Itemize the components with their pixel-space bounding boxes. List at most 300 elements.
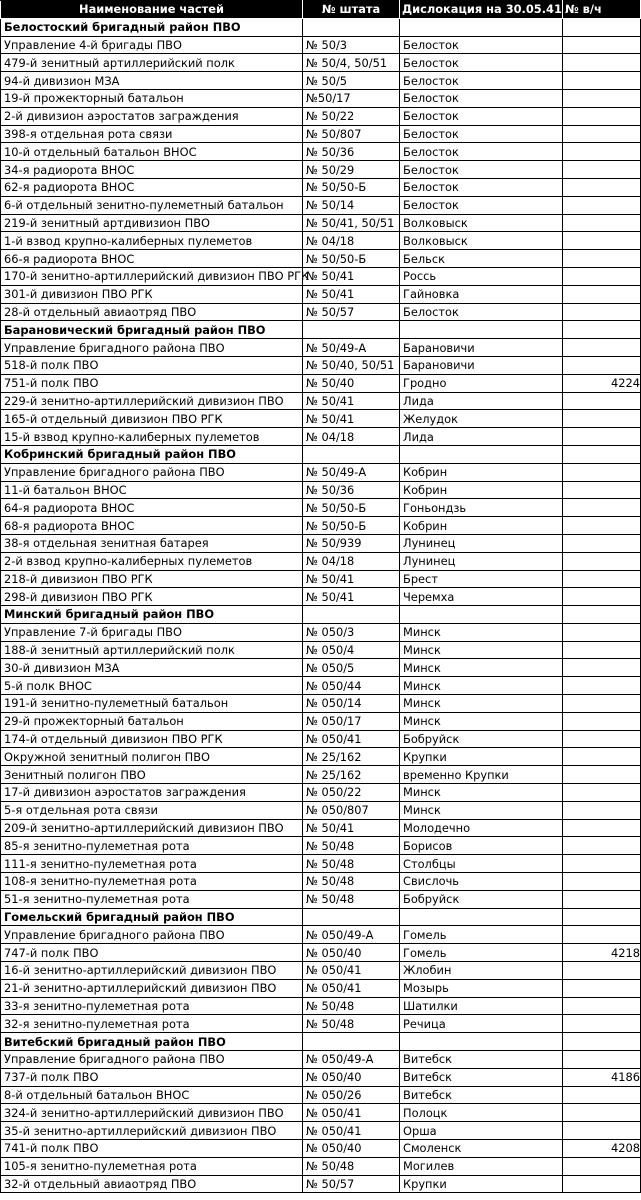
- cell-unit-name: 2-й дивизион аэростатов заграждения: [1, 107, 303, 125]
- cell-unit-number: [563, 695, 641, 713]
- cell-unit-number: [563, 588, 641, 606]
- cell-unit-name: 62-я радиорота ВНОС: [1, 178, 303, 196]
- cell-location: Белосток: [400, 196, 563, 214]
- table-row: [1, 410, 641, 428]
- group-empty-cell: [303, 445, 400, 463]
- table-row: [1, 1122, 641, 1140]
- table-row: [1, 534, 641, 552]
- cell-shtat-number: №50/17: [303, 89, 400, 107]
- cell-unit-name: 218-й дивизион ПВО РГК: [1, 570, 303, 588]
- cell-shtat-number: № 50/41: [303, 267, 400, 285]
- group-empty-cell: [400, 908, 563, 926]
- cell-location: Бобруйск: [400, 890, 563, 908]
- table-row: [1, 303, 641, 321]
- cell-location: Белосток: [400, 178, 563, 196]
- table-row: [1, 392, 641, 410]
- cell-unit-number: [563, 784, 641, 802]
- table-row: [1, 36, 641, 54]
- cell-unit-number: [563, 677, 641, 695]
- group-empty-cell: [303, 321, 400, 339]
- table-row: [1, 143, 641, 161]
- group-row: [1, 1033, 641, 1051]
- table-row: [1, 712, 641, 730]
- cell-unit-number: [563, 837, 641, 855]
- cell-unit-name: 10-й отдельный батальон ВНОС: [1, 143, 303, 161]
- cell-shtat-number: № 050/41: [303, 979, 400, 997]
- cell-unit-number: [563, 196, 641, 214]
- cell-location: Лида: [400, 392, 563, 410]
- cell-location: Белосток: [400, 36, 563, 54]
- cell-location: Могилев: [400, 1157, 563, 1175]
- cell-shtat-number: № 050/41: [303, 730, 400, 748]
- table-row: [1, 588, 641, 606]
- cell-shtat-number: № 50/48: [303, 997, 400, 1015]
- table-row: [1, 570, 641, 588]
- cell-location: Гайновка: [400, 285, 563, 303]
- cell-unit-number: [563, 890, 641, 908]
- table-row: [1, 374, 641, 392]
- table-row: [1, 695, 641, 713]
- cell-unit-name: 30-й дивизион МЗА: [1, 659, 303, 677]
- group-row: [1, 321, 641, 339]
- cell-shtat-number: № 050/41: [303, 962, 400, 980]
- group-row: [1, 445, 641, 463]
- cell-unit-name: Управление бригадного района ПВО: [1, 339, 303, 357]
- cell-location: Речица: [400, 1015, 563, 1033]
- group-empty-cell: [303, 606, 400, 624]
- header-location: Дислокация на 30.05.41: [400, 1, 563, 19]
- table-row: [1, 659, 641, 677]
- cell-unit-name: 94-й дивизион МЗА: [1, 72, 303, 90]
- cell-shtat-number: № 50/57: [303, 1175, 400, 1193]
- cell-location: Смоленск: [400, 1140, 563, 1158]
- cell-unit-name: 108-я зенитно-пулеметная рота: [1, 873, 303, 891]
- cell-unit-name: 209-й зенитно-артиллерийский дивизион ПВО: [1, 819, 303, 837]
- cell-unit-number: [563, 997, 641, 1015]
- cell-shtat-number: № 50/14: [303, 196, 400, 214]
- cell-unit-number: [563, 659, 641, 677]
- cell-location: Минск: [400, 695, 563, 713]
- cell-location: Витебск: [400, 1051, 563, 1069]
- cell-unit-number: [563, 570, 641, 588]
- cell-unit-number: [563, 517, 641, 535]
- header-unit-number: № в/ч: [563, 1, 641, 19]
- cell-location: Желудок: [400, 410, 563, 428]
- cell-location: Кобрин: [400, 481, 563, 499]
- table-row: [1, 1051, 641, 1069]
- cell-unit-number: [563, 1122, 641, 1140]
- table-row: [1, 1086, 641, 1104]
- table-row: [1, 463, 641, 481]
- group-empty-cell: [563, 908, 641, 926]
- cell-unit-number: [563, 463, 641, 481]
- cell-unit-name: 34-я радиорота ВНОС: [1, 161, 303, 179]
- cell-location: Молодечно: [400, 819, 563, 837]
- cell-unit-number: [563, 250, 641, 268]
- group-empty-cell: [303, 908, 400, 926]
- cell-unit-number: [563, 410, 641, 428]
- cell-location: Гродно: [400, 374, 563, 392]
- cell-unit-name: Управление бригадного района ПВО: [1, 1051, 303, 1069]
- cell-shtat-number: № 050/49-А: [303, 1051, 400, 1069]
- cell-shtat-number: № 50/4, 50/51: [303, 54, 400, 72]
- cell-unit-name: 11-й батальон ВНОС: [1, 481, 303, 499]
- cell-location: Белосток: [400, 54, 563, 72]
- cell-unit-number: [563, 552, 641, 570]
- table-row: [1, 623, 641, 641]
- table-row: [1, 196, 641, 214]
- group-title: Барановический бригадный район ПВО: [1, 321, 303, 339]
- cell-unit-number: [563, 1051, 641, 1069]
- cell-location: Гоньондзь: [400, 499, 563, 517]
- cell-unit-name: 751-й полк ПВО: [1, 374, 303, 392]
- cell-shtat-number: № 050/4: [303, 641, 400, 659]
- cell-unit-number: [563, 730, 641, 748]
- cell-location: Минск: [400, 784, 563, 802]
- cell-location: Белосток: [400, 107, 563, 125]
- cell-location: Гомель: [400, 926, 563, 944]
- cell-unit-name: 324-й зенитно-артиллерийский дивизион ПВО: [1, 1104, 303, 1122]
- cell-unit-name: 33-я зенитно-пулеметная рота: [1, 997, 303, 1015]
- cell-shtat-number: № 050/5: [303, 659, 400, 677]
- cell-unit-number: [563, 1086, 641, 1104]
- cell-unit-name: 6-й отдельный зенитно-пулеметный батальон: [1, 196, 303, 214]
- cell-location: Барановичи: [400, 356, 563, 374]
- table-row: [1, 232, 641, 250]
- cell-location: Полоцк: [400, 1104, 563, 1122]
- table-row: [1, 54, 641, 72]
- cell-unit-name: 170-й зенитно-артиллерийский дивизион ПВО РГК: [1, 267, 303, 285]
- table-row: [1, 499, 641, 517]
- cell-unit-number: 4224: [563, 374, 641, 392]
- table-row: [1, 855, 641, 873]
- cell-shtat-number: № 050/3: [303, 623, 400, 641]
- table-row: [1, 517, 641, 535]
- cell-shtat-number: № 50/5: [303, 72, 400, 90]
- group-empty-cell: [303, 18, 400, 36]
- header-name: Наименование частей: [1, 1, 303, 19]
- table-row: [1, 1104, 641, 1122]
- cell-shtat-number: № 050/40: [303, 944, 400, 962]
- cell-shtat-number: № 50/939: [303, 534, 400, 552]
- cell-location: Волковыск: [400, 232, 563, 250]
- cell-location: Белосток: [400, 125, 563, 143]
- cell-shtat-number: № 50/40, 50/51: [303, 356, 400, 374]
- group-empty-cell: [563, 321, 641, 339]
- cell-location: Борисов: [400, 837, 563, 855]
- table-row: [1, 962, 641, 980]
- cell-shtat-number: № 50/41: [303, 819, 400, 837]
- cell-unit-name: 2-й взвод крупно-калиберных пулеметов: [1, 552, 303, 570]
- cell-unit-name: 229-й зенитно-артиллерийский дивизион ПВО: [1, 392, 303, 410]
- cell-unit-name: 8-й отдельный батальон ВНОС: [1, 1086, 303, 1104]
- group-empty-cell: [400, 18, 563, 36]
- cell-location: Крупки: [400, 748, 563, 766]
- table-row: [1, 125, 641, 143]
- cell-unit-number: [563, 962, 641, 980]
- header-shtat: № штата: [303, 1, 400, 19]
- cell-unit-number: [563, 36, 641, 54]
- cell-shtat-number: № 050/17: [303, 712, 400, 730]
- table-row: [1, 730, 641, 748]
- cell-unit-name: 105-я зенитно-пулеметная рота: [1, 1157, 303, 1175]
- cell-unit-number: [563, 72, 641, 90]
- cell-location: Минск: [400, 712, 563, 730]
- cell-unit-number: [563, 214, 641, 232]
- cell-unit-name: 51-я зенитно-пулеметная рота: [1, 890, 303, 908]
- cell-unit-number: 4186: [563, 1068, 641, 1086]
- cell-unit-name: 174-й отдельный дивизион ПВО РГК: [1, 730, 303, 748]
- cell-unit-name: 111-я зенитно-пулеметная рота: [1, 855, 303, 873]
- cell-unit-number: [563, 1157, 641, 1175]
- cell-shtat-number: № 50/48: [303, 837, 400, 855]
- cell-location: Минск: [400, 659, 563, 677]
- cell-unit-name: 85-я зенитно-пулеметная рота: [1, 837, 303, 855]
- cell-unit-number: [563, 1015, 641, 1033]
- group-title: Витебский бригадный район ПВО: [1, 1033, 303, 1051]
- cell-unit-number: [563, 232, 641, 250]
- cell-unit-number: [563, 107, 641, 125]
- cell-shtat-number: № 050/40: [303, 1140, 400, 1158]
- cell-unit-number: [563, 1175, 641, 1193]
- table-row: [1, 926, 641, 944]
- cell-location: Лунинец: [400, 534, 563, 552]
- cell-unit-name: 29-й прожекторный батальон: [1, 712, 303, 730]
- cell-unit-name: 28-й отдельный авиаотряд ПВО: [1, 303, 303, 321]
- table-row: [1, 748, 641, 766]
- cell-location: Кобрин: [400, 517, 563, 535]
- cell-location: Минск: [400, 677, 563, 695]
- cell-shtat-number: № 25/162: [303, 748, 400, 766]
- table-row: [1, 178, 641, 196]
- cell-shtat-number: № 50/22: [303, 107, 400, 125]
- cell-location: Барановичи: [400, 339, 563, 357]
- cell-unit-number: [563, 143, 641, 161]
- cell-shtat-number: № 050/40: [303, 1068, 400, 1086]
- cell-unit-name: 737-й полк ПВО: [1, 1068, 303, 1086]
- cell-shtat-number: № 50/48: [303, 1015, 400, 1033]
- cell-shtat-number: № 50/36: [303, 143, 400, 161]
- cell-location: Россь: [400, 267, 563, 285]
- cell-location: Мозырь: [400, 979, 563, 997]
- cell-shtat-number: № 50/48: [303, 1157, 400, 1175]
- cell-unit-number: [563, 641, 641, 659]
- cell-location: Белосток: [400, 161, 563, 179]
- cell-shtat-number: № 50/50-Б: [303, 499, 400, 517]
- cell-unit-number: [563, 125, 641, 143]
- cell-location: Витебск: [400, 1068, 563, 1086]
- cell-unit-number: [563, 766, 641, 784]
- cell-unit-name: 21-й зенитно-артиллерийский дивизион ПВО: [1, 979, 303, 997]
- table-row: [1, 873, 641, 891]
- table-row: [1, 837, 641, 855]
- cell-unit-name: 747-й полк ПВО: [1, 944, 303, 962]
- cell-shtat-number: № 04/18: [303, 428, 400, 446]
- cell-unit-number: [563, 428, 641, 446]
- table-row: [1, 801, 641, 819]
- cell-unit-name: 188-й зенитный артиллерийский полк: [1, 641, 303, 659]
- cell-shtat-number: № 050/26: [303, 1086, 400, 1104]
- cell-unit-name: 38-я отдельная зенитная батарея: [1, 534, 303, 552]
- table-row: [1, 677, 641, 695]
- cell-unit-name: Зенитный полигон ПВО: [1, 766, 303, 784]
- group-empty-cell: [400, 606, 563, 624]
- cell-location: Белосток: [400, 143, 563, 161]
- cell-unit-name: 741-й полк ПВО: [1, 1140, 303, 1158]
- table-row: [1, 1068, 641, 1086]
- table-row: [1, 997, 641, 1015]
- cell-unit-name: Управление 7-й бригады ПВО: [1, 623, 303, 641]
- table-row: [1, 766, 641, 784]
- cell-shtat-number: № 50/48: [303, 890, 400, 908]
- cell-shtat-number: № 050/49-А: [303, 926, 400, 944]
- table-row: [1, 107, 641, 125]
- cell-unit-name: 66-я радиорота ВНОС: [1, 250, 303, 268]
- cell-unit-number: [563, 499, 641, 517]
- table-row: [1, 641, 641, 659]
- cell-unit-number: 4208: [563, 1140, 641, 1158]
- table-row: [1, 1015, 641, 1033]
- cell-location: Бельск: [400, 250, 563, 268]
- cell-shtat-number: № 50/50-Б: [303, 250, 400, 268]
- group-empty-cell: [400, 321, 563, 339]
- cell-location: Белосток: [400, 303, 563, 321]
- cell-shtat-number: № 50/41: [303, 570, 400, 588]
- cell-unit-number: [563, 712, 641, 730]
- cell-unit-name: Управление 4-й бригады ПВО: [1, 36, 303, 54]
- group-empty-cell: [400, 1033, 563, 1051]
- table-row: [1, 979, 641, 997]
- header-row: [1, 1, 641, 19]
- group-title: Гомельский бригадный район ПВО: [1, 908, 303, 926]
- cell-shtat-number: № 25/162: [303, 766, 400, 784]
- cell-shtat-number: № 50/41: [303, 392, 400, 410]
- cell-unit-name: 64-я радиорота ВНОС: [1, 499, 303, 517]
- cell-location: Гомель: [400, 944, 563, 962]
- cell-unit-name: 518-й полк ПВО: [1, 356, 303, 374]
- cell-unit-number: [563, 819, 641, 837]
- group-title: Кобринский бригадный район ПВО: [1, 445, 303, 463]
- group-row: [1, 908, 641, 926]
- group-row: [1, 18, 641, 36]
- cell-location: Волковыск: [400, 214, 563, 232]
- table-row: [1, 89, 641, 107]
- cell-unit-number: [563, 855, 641, 873]
- cell-unit-number: [563, 926, 641, 944]
- cell-unit-name: 32-й отдельный авиаотряд ПВО: [1, 1175, 303, 1193]
- table-row: [1, 161, 641, 179]
- cell-unit-name: 5-я отдельная рота связи: [1, 801, 303, 819]
- cell-location: Шатилки: [400, 997, 563, 1015]
- group-title: Белостоский бригадный район ПВО: [1, 18, 303, 36]
- cell-unit-name: 35-й зенитно-артиллерийский дивизион ПВО: [1, 1122, 303, 1140]
- cell-unit-number: [563, 623, 641, 641]
- cell-location: Минск: [400, 641, 563, 659]
- cell-location: Минск: [400, 623, 563, 641]
- table-row: [1, 339, 641, 357]
- cell-shtat-number: № 50/50-Б: [303, 178, 400, 196]
- table-row: [1, 1140, 641, 1158]
- group-empty-cell: [563, 606, 641, 624]
- group-empty-cell: [400, 445, 563, 463]
- cell-unit-number: [563, 54, 641, 72]
- cell-unit-number: [563, 178, 641, 196]
- table-row: [1, 285, 641, 303]
- cell-unit-number: [563, 748, 641, 766]
- cell-location: Брест: [400, 570, 563, 588]
- cell-unit-name: 19-й прожекторный батальон: [1, 89, 303, 107]
- table-body: [1, 18, 641, 1193]
- table-row: [1, 250, 641, 268]
- cell-unit-number: [563, 1104, 641, 1122]
- cell-unit-name: 32-я зенитно-пулеметная рота: [1, 1015, 303, 1033]
- cell-location: Белосток: [400, 89, 563, 107]
- cell-shtat-number: № 50/41: [303, 410, 400, 428]
- cell-unit-name: 165-й отдельный дивизион ПВО РГК: [1, 410, 303, 428]
- cell-shtat-number: № 050/44: [303, 677, 400, 695]
- table-row: [1, 784, 641, 802]
- table-row: [1, 819, 641, 837]
- table-row: [1, 356, 641, 374]
- table-row: [1, 552, 641, 570]
- cell-unit-name: 68-я радиорота ВНОС: [1, 517, 303, 535]
- table-row: [1, 481, 641, 499]
- cell-location: Лида: [400, 428, 563, 446]
- cell-shtat-number: № 50/50-Б: [303, 517, 400, 535]
- cell-shtat-number: № 50/36: [303, 481, 400, 499]
- cell-location: Столбцы: [400, 855, 563, 873]
- cell-shtat-number: № 50/48: [303, 873, 400, 891]
- cell-unit-number: [563, 89, 641, 107]
- cell-shtat-number: № 04/18: [303, 232, 400, 250]
- cell-location: Витебск: [400, 1086, 563, 1104]
- cell-unit-name: 219-й зенитный артдивизион ПВО: [1, 214, 303, 232]
- group-empty-cell: [303, 1033, 400, 1051]
- table-row: [1, 1175, 641, 1193]
- cell-shtat-number: № 50/41: [303, 588, 400, 606]
- cell-location: Крупки: [400, 1175, 563, 1193]
- cell-shtat-number: № 50/29: [303, 161, 400, 179]
- cell-unit-number: [563, 801, 641, 819]
- group-empty-cell: [563, 18, 641, 36]
- cell-shtat-number: № 50/49-А: [303, 463, 400, 481]
- table-row: [1, 267, 641, 285]
- cell-shtat-number: № 50/41: [303, 285, 400, 303]
- cell-shtat-number: № 50/40: [303, 374, 400, 392]
- cell-unit-number: [563, 356, 641, 374]
- cell-location: Черемха: [400, 588, 563, 606]
- group-empty-cell: [563, 1033, 641, 1051]
- cell-unit-number: [563, 303, 641, 321]
- cell-location: Бобруйск: [400, 730, 563, 748]
- cell-unit-name: Окружной зенитный полигон ПВО: [1, 748, 303, 766]
- cell-location: Жлобин: [400, 962, 563, 980]
- cell-unit-name: Управление бригадного района ПВО: [1, 926, 303, 944]
- cell-unit-number: [563, 339, 641, 357]
- cell-location: Орша: [400, 1122, 563, 1140]
- cell-location: Белосток: [400, 72, 563, 90]
- cell-unit-number: [563, 534, 641, 552]
- cell-unit-number: 4218: [563, 944, 641, 962]
- table-row: [1, 72, 641, 90]
- group-title: Минский бригадный район ПВО: [1, 606, 303, 624]
- cell-unit-name: 298-й дивизион ПВО РГК: [1, 588, 303, 606]
- cell-unit-name: 5-й полк ВНОС: [1, 677, 303, 695]
- cell-shtat-number: № 50/3: [303, 36, 400, 54]
- cell-shtat-number: № 050/14: [303, 695, 400, 713]
- cell-unit-number: [563, 285, 641, 303]
- cell-unit-number: [563, 979, 641, 997]
